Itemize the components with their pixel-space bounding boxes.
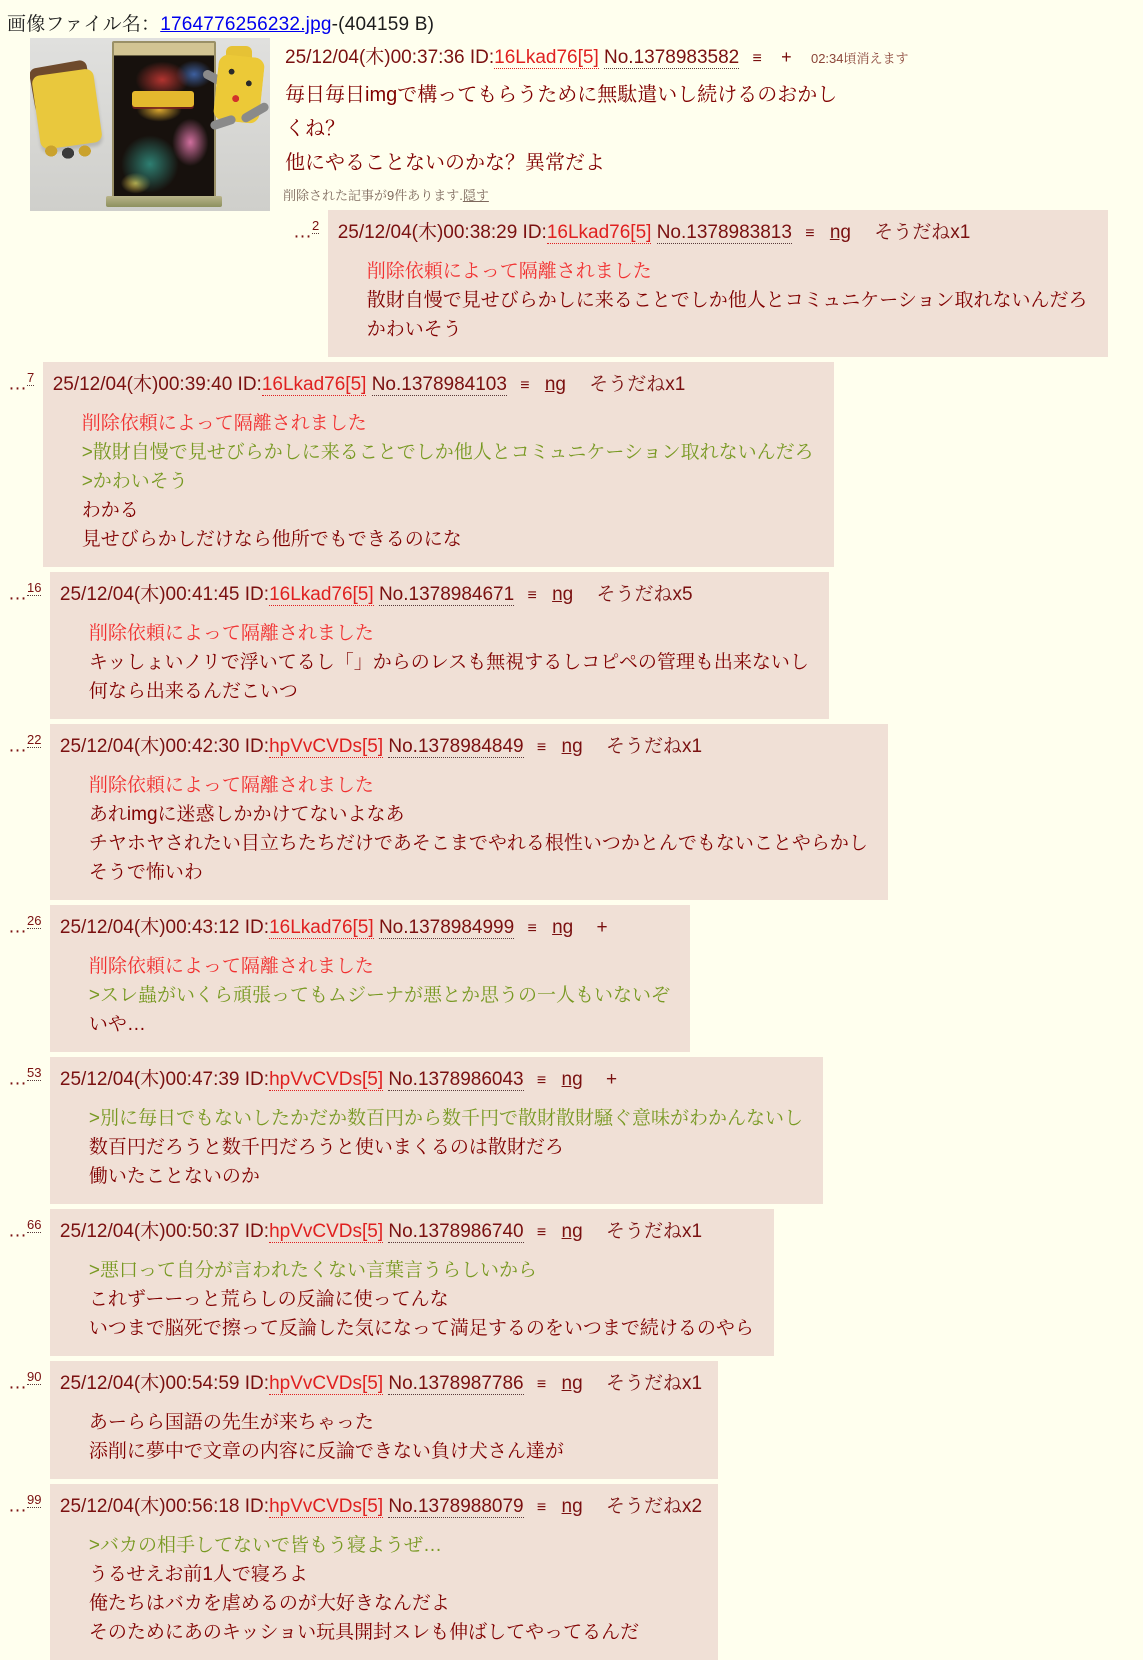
isolation-notice: 削除依頼によって隔離されました [88, 775, 374, 796]
ng-link[interactable]: ng [552, 917, 574, 938]
reply-body-line: あれimgに迷惑しかかけてないよなあ [88, 804, 405, 825]
op-header [285, 42, 1143, 69]
reply-body [89, 1531, 698, 1647]
reply-cell [50, 1057, 823, 1204]
reply-post-16 [8, 572, 1143, 719]
reply-number-link[interactable]: 90 [27, 1369, 42, 1384]
reply-header [53, 369, 818, 396]
reply-body-line: 数百円だろうと数千円だろうと使いまくるのは散財だろ [88, 1137, 564, 1158]
reply-marker: …$^{99}$ [8, 1492, 42, 1517]
op-post-number[interactable]: No.1378983582 [604, 47, 740, 68]
reply-body-line: そうで怖いわ [88, 862, 203, 883]
reply-marker: …$^{22}$ [8, 732, 42, 757]
reply-body-line: 俺たちはバカを虐めるのが大好きなんだよ [88, 1593, 450, 1614]
sodane-count[interactable]: そうだねx1 [605, 736, 703, 757]
reply-body-line: いや… [88, 1014, 146, 1035]
reply-post-99 [8, 1484, 1143, 1660]
reply-marker: …$^{26}$ [8, 913, 42, 938]
sodane-plus-button[interactable]: + [781, 47, 792, 67]
deleted-posts-text: 削除された記事が9件あります. [283, 188, 463, 203]
reply-body-line: いつまで脳死で擦って反論した気になって満足するのをいつまで続けるのやら [88, 1318, 754, 1339]
op-body-line: くね？ [285, 118, 345, 140]
quote-line: >かわいそう [81, 471, 188, 492]
reply-number-link[interactable]: 99 [27, 1492, 42, 1507]
ng-link[interactable]: ng [561, 1069, 583, 1090]
post-menu-icon[interactable]: ≡ [536, 1072, 547, 1089]
reply-date: 25/12/04(木)00:50:37 [59, 1221, 240, 1242]
reply-cell [50, 724, 888, 900]
reply-post-66 [8, 1209, 1143, 1356]
reply-post-7 [8, 362, 1143, 567]
reply-post-number[interactable]: No.1378988079 [388, 1496, 524, 1517]
reply-body-line: わかる [81, 500, 139, 521]
post-menu-icon[interactable]: ≡ [536, 1376, 547, 1393]
reply-number-link[interactable]: 2 [312, 218, 320, 233]
reply-header [60, 1368, 702, 1395]
reply-date: 25/12/04(木)00:54:59 [59, 1373, 240, 1394]
reply-number-link[interactable]: 22 [27, 732, 42, 747]
quote-line: >別に毎日でもないしたかだか数百円から数千円で散財散財騒ぐ意味がわかんないし [88, 1108, 804, 1129]
reply-id-link[interactable]: 16Lkad76[5] [269, 917, 374, 938]
post-menu-icon[interactable]: ≡ [805, 225, 815, 242]
reply-body-line: あーらら国語の先生が来ちゃった [88, 1412, 374, 1433]
quote-line: >悪口って自分が言われたくない言葉言うらしいから [88, 1260, 538, 1281]
card-booster-pack [112, 41, 216, 199]
isolation-notice: 削除依頼によって隔離されました [81, 413, 367, 434]
reply-post-number[interactable]: No.1378986043 [388, 1069, 524, 1090]
reply-marker: …$^7$ [8, 370, 35, 395]
reply-id-link[interactable]: hpVvCVDs[5] [269, 1373, 384, 1394]
hide-deleted-link[interactable]: 隠す [462, 188, 489, 203]
reply-date: 25/12/04(木)00:56:18 [59, 1496, 240, 1517]
ng-link[interactable]: ng [544, 374, 566, 395]
sodane-count[interactable]: そうだねx5 [596, 584, 693, 605]
reply-body-line: うるせえお前1人で寝ろよ [88, 1564, 308, 1585]
quote-line: >散財自慢で見せびらかしに来ることでしか他人とコミュニケーション取れないんだろ [81, 442, 814, 463]
reply-cell [50, 1361, 718, 1479]
reply-id-link[interactable]: hpVvCVDs[5] [269, 1221, 384, 1242]
reply-date: 25/12/04(木)00:38:29 [337, 222, 518, 243]
reply-cell [50, 1484, 718, 1660]
reply-cell [328, 210, 1108, 357]
reply-id-link[interactable]: hpVvCVDs[5] [269, 1069, 384, 1090]
sodane-plus-button[interactable]: + [596, 917, 608, 938]
reply-header [60, 731, 872, 758]
reply-body [367, 257, 1088, 344]
id-prefix: ID: [244, 1221, 270, 1242]
reply-date: 25/12/04(木)00:39:40 [52, 374, 233, 395]
sodane-count[interactable]: そうだねx1 [605, 1373, 703, 1394]
reply-body-line: チヤホヤされたい目立ちたちだけであそこまでやれる根性いつかとんでもないことやらかし [88, 833, 868, 854]
reply-body-line: そのためにあのキッショい玩具開封スレも伸ばしてやってるんだ [88, 1622, 640, 1643]
isolation-notice: 削除依頼によって隔離されました [88, 623, 374, 644]
reply-marker: …$^{90}$ [8, 1369, 42, 1394]
id-prefix: ID: [522, 222, 547, 243]
reply-marker: …$^{53}$ [8, 1065, 42, 1090]
sodane-count[interactable]: そうだねx2 [605, 1496, 703, 1517]
post-menu-icon[interactable]: ≡ [536, 1499, 547, 1516]
reply-date: 25/12/04(木)00:41:45 [59, 584, 240, 605]
reply-post-53 [8, 1057, 1143, 1204]
id-prefix: ID: [244, 736, 270, 757]
reply-body [89, 952, 670, 1039]
reply-header [60, 912, 674, 939]
reply-number-link[interactable]: 16 [27, 580, 42, 595]
thread-thumbnail[interactable] [30, 38, 270, 211]
reply-number-link[interactable]: 7 [27, 370, 35, 385]
reply-body [89, 1104, 803, 1191]
ng-link[interactable]: ng [561, 736, 583, 757]
reply-body-line: かわいそう [366, 319, 462, 340]
reply-body [89, 771, 868, 887]
ng-link[interactable]: ng [561, 1496, 583, 1517]
reply-post-number[interactable]: No.1378984671 [378, 584, 515, 605]
reply-post-number[interactable]: No.1378984103 [371, 374, 507, 395]
post-menu-icon[interactable]: ≡ [527, 587, 537, 604]
reply-id-link[interactable]: hpVvCVDs[5] [269, 736, 384, 757]
file-header-label: 画像ファイル名： [7, 14, 161, 35]
reply-body [82, 409, 814, 554]
op-date: 25/12/04(木)00:37:36 [285, 47, 465, 68]
reply-number-link[interactable]: 26 [27, 913, 42, 928]
yellow-toy-left [30, 64, 104, 164]
expire-time-note: 02:34頃消えます [810, 51, 909, 66]
op-id-link[interactable]: 16Lkad76[5] [494, 47, 599, 68]
isolation-notice: 削除依頼によって隔離されました [366, 261, 652, 282]
reply-cell [50, 905, 690, 1052]
ng-link[interactable]: ng [561, 1373, 583, 1394]
reply-body-line: 働いたことないのか [88, 1166, 260, 1187]
post-menu-icon[interactable]: ≡ [527, 920, 537, 937]
post-menu-icon[interactable]: ≡ [520, 377, 530, 394]
reply-date: 25/12/04(木)00:43:12 [59, 917, 240, 938]
op-body [285, 78, 1143, 180]
file-link[interactable]: 1764776256232.jpg [160, 14, 332, 35]
id-prefix: ID: [244, 1069, 270, 1090]
id-prefix: ID: [237, 374, 262, 395]
deleted-posts-notice [283, 185, 1143, 204]
reply-id-link[interactable]: hpVvCVDs[5] [269, 1496, 384, 1517]
reply-body-line: 見せびらかしだけなら他所でもできるのにな [81, 529, 462, 550]
reply-header [60, 1064, 807, 1091]
reply-body-line: 何なら出来るんだこいつ [88, 681, 298, 702]
yellow-toy-right [202, 46, 270, 158]
post-menu-icon[interactable]: ≡ [536, 739, 547, 756]
op-id-prefix: ID: [469, 47, 495, 68]
reply-body [89, 619, 809, 706]
reply-body-line: キッしょいノリで浮いてるし「」からのレスも無視するしコピペの管理も出来ないし [88, 652, 809, 673]
reply-marker: …$^{16}$ [8, 580, 42, 605]
reply-header [60, 1491, 702, 1518]
isolation-notice: 削除依頼によって隔離されました [88, 956, 374, 977]
post-menu-icon[interactable]: ≡ [536, 1224, 547, 1241]
reply-post-number[interactable]: No.1378987786 [388, 1373, 524, 1394]
reply-cell [50, 1209, 774, 1356]
op-body-line: 毎日毎日imgで構ってもらうために無駄遣いし続けるのおかし [285, 84, 838, 106]
reply-number-link[interactable]: 53 [27, 1065, 42, 1080]
file-header [0, 0, 1143, 36]
reply-post-2 [293, 210, 1143, 357]
id-prefix: ID: [244, 1496, 270, 1517]
reply-header [60, 579, 813, 606]
reply-post-number[interactable]: No.1378984849 [388, 736, 524, 757]
id-prefix: ID: [244, 1373, 270, 1394]
reply-marker: …$^2$ [293, 218, 320, 243]
reply-id-link[interactable]: 16Lkad76[5] [269, 584, 374, 605]
op-body-line: 他にやることないのかな？異常だよ [285, 152, 605, 174]
reply-body-line: 散財自慢で見せびらかしに来ることでしか他人とコミュニケーション取れないんだろ [366, 290, 1088, 311]
reply-date: 25/12/04(木)00:47:39 [59, 1069, 240, 1090]
reply-post-number[interactable]: No.1378984999 [378, 917, 515, 938]
reply-header [60, 1216, 758, 1243]
ng-link[interactable]: ng [561, 1221, 583, 1242]
reply-date: 25/12/04(木)00:42:30 [59, 736, 240, 757]
reply-post-22 [8, 724, 1143, 900]
reply-body [89, 1408, 698, 1466]
id-prefix: ID: [244, 917, 270, 938]
reply-cell [43, 362, 834, 567]
sodane-plus-button[interactable]: + [605, 1069, 618, 1090]
post-menu-icon[interactable]: ≡ [752, 50, 762, 67]
ng-link[interactable]: ng [552, 584, 574, 605]
thread [0, 36, 1143, 1660]
ng-link[interactable]: ng [829, 222, 851, 243]
reply-header [338, 217, 1092, 244]
reply-marker: …$^{66}$ [8, 1217, 42, 1242]
reply-body-line: 添削に夢中で文章の内容に反論できない負け犬さん達が [88, 1441, 564, 1462]
quote-line: >スレ蟲がいくら頑張ってもムジーナが悪とか思うの一人もいないぞ [88, 985, 671, 1006]
card-pack-stack [106, 196, 222, 207]
quote-line: >バカの相手してないで皆もう寝ようぜ… [88, 1535, 443, 1556]
id-prefix: ID: [244, 584, 270, 605]
reply-id-link[interactable]: 16Lkad76[5] [546, 222, 652, 243]
reply-post-number[interactable]: No.1378986740 [388, 1221, 524, 1242]
reply-id-link[interactable]: 16Lkad76[5] [261, 374, 367, 395]
reply-cell [50, 572, 829, 719]
sodane-count[interactable]: そうだねx1 [589, 374, 686, 395]
sodane-count[interactable]: そうだねx1 [874, 222, 971, 243]
reply-post-90 [8, 1361, 1143, 1479]
reply-post-number[interactable]: No.1378983813 [656, 222, 792, 243]
reply-post-26 [8, 905, 1143, 1052]
reply-number-link[interactable]: 66 [27, 1217, 42, 1232]
file-size: -(404159 B) [331, 14, 435, 35]
reply-body-line: これずーーっと荒らしの反論に使ってんな [88, 1289, 449, 1310]
reply-body [89, 1256, 754, 1343]
sodane-count[interactable]: そうだねx1 [605, 1221, 703, 1242]
